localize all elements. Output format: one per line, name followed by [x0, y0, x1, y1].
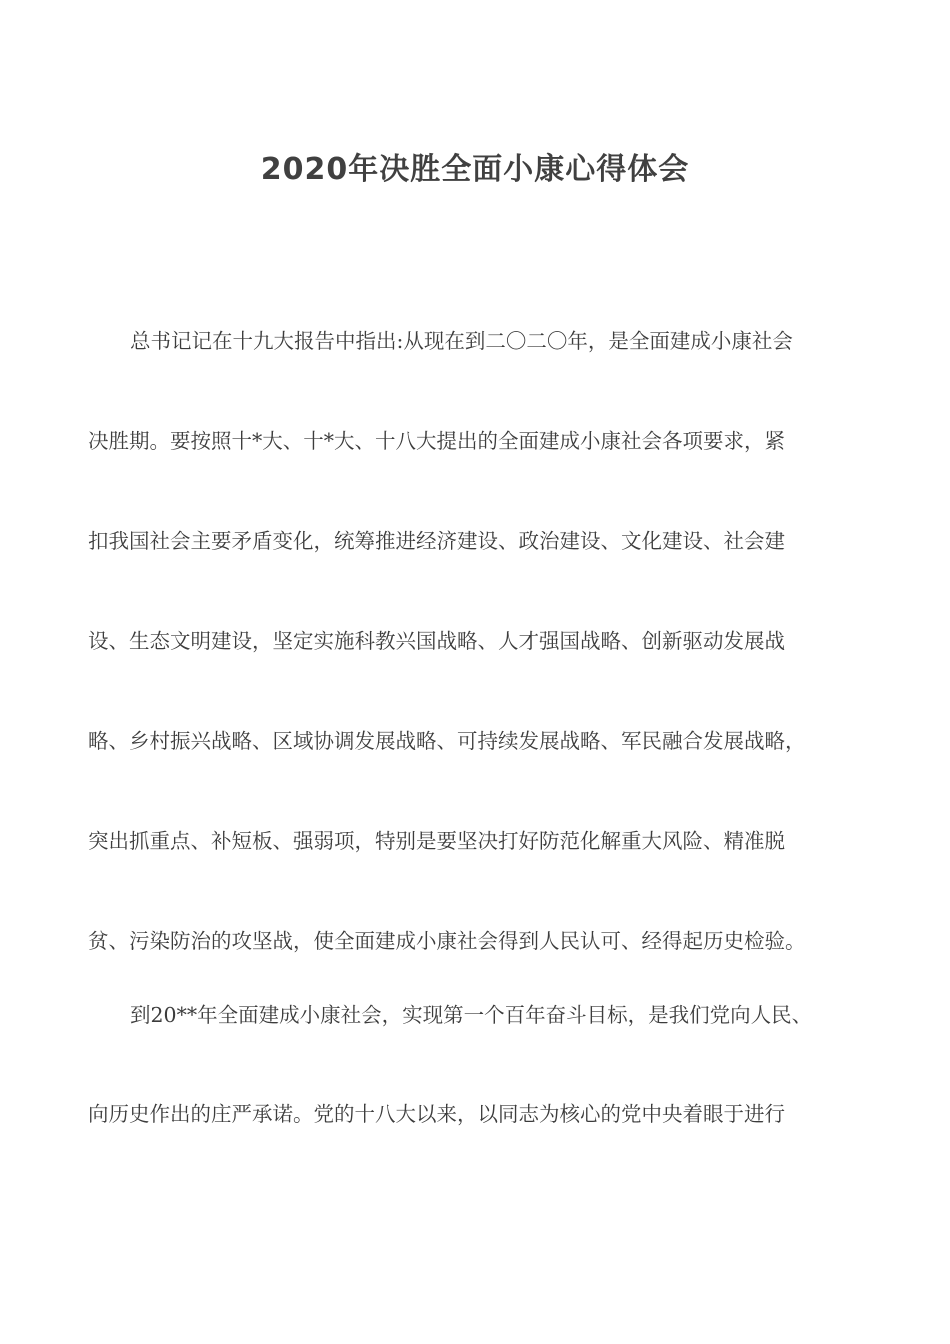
- paragraph-line: 到20**年全面建成小康社会，实现第一个百年奋斗目标，是我们党向人民、: [130, 1003, 813, 1027]
- paragraph-line: 贫、污染防治的攻坚战，使全面建成小康社会得到人民认可、经得起历史检验。: [88, 929, 806, 953]
- paragraph-line: 突出抓重点、补短板、强弱项，特别是要坚决打好防范化解重大风险、精准脱: [88, 829, 785, 853]
- paragraph-line: 略、乡村振兴战略、区域协调发展战略、可持续发展战略、军民融合发展战略，: [88, 729, 806, 753]
- paragraph-line: 扣我国社会主要矛盾变化，统筹推进经济建设、政治建设、文化建设、社会建: [88, 529, 785, 553]
- paragraph-line: 总书记记在十九大报告中指出:从现在到二〇二〇年，是全面建成小康社会: [130, 329, 793, 353]
- paragraph-line: 设、生态文明建设，坚定实施科教兴国战略、人才强国战略、创新驱动发展战: [88, 629, 785, 653]
- paragraph-line: 向历史作出的庄严承诺。党的十八大以来，以同志为核心的党中央着眼于进行: [88, 1102, 785, 1126]
- document-title: 2020年决胜全面小康心得体会: [260, 152, 690, 187]
- paragraph-line: 决胜期。要按照十*大、十*大、十八大提出的全面建成小康社会各项要求，紧: [88, 429, 785, 453]
